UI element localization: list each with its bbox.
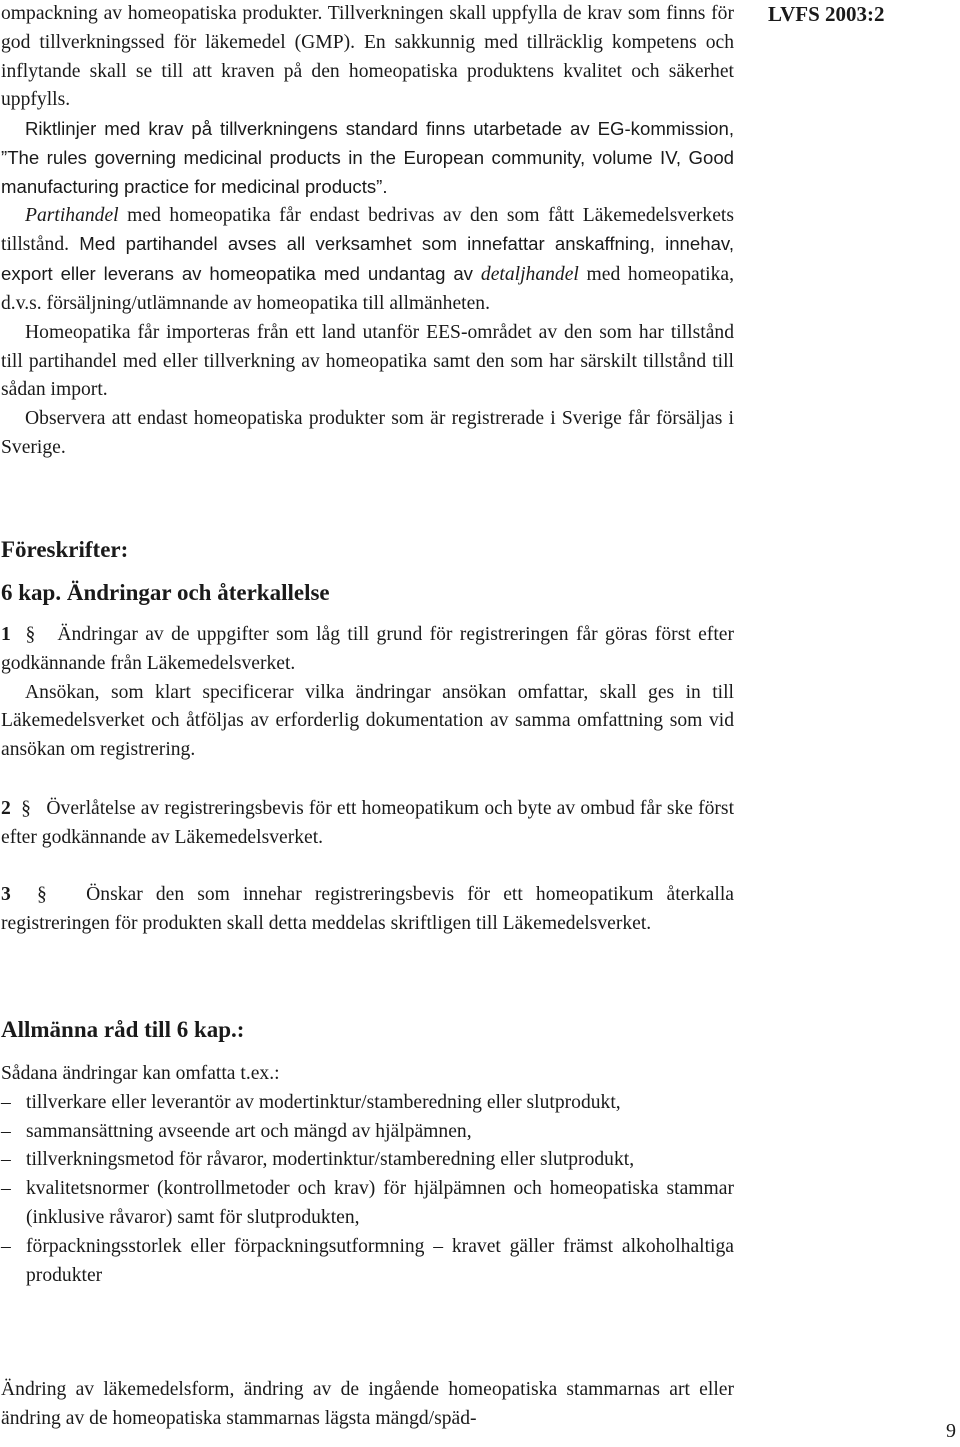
list-item (1, 1146, 734, 1175)
section-3-text: Önskar den som innehar registreringsbevis för ett homeopatikum återkalla registreringen för produkten skall detta meddelas skriftligen till Läkemedelsverket. (1, 884, 735, 934)
page-number: 9 (946, 1420, 956, 1442)
section-2 (1, 795, 734, 853)
closing-text: Ändring av läkemedelsform, ändring av de ingående homeopatiska stammarnas art eller ändring av de homeopatiska stammarnas lägsta mängd/späd- (1, 1379, 734, 1429)
intro-paragraph-3c: med homeopatika, d.v.s. försäljning/utlämnande av homeopatika till allmänheten. (1, 264, 734, 314)
allmanna-rad-lead: Sådana ändringar kan omfatta t.ex.: (1, 1063, 280, 1084)
list-item (1, 1175, 734, 1233)
section-3-number: 3 (1, 884, 11, 905)
section-1-paragraph (1, 621, 734, 679)
list-item (1, 1089, 734, 1118)
section-1-number: 1 (1, 624, 11, 645)
intro-section (1, 0, 734, 463)
intro-paragraph-2: Riktlinjer med krav på tillverkningens standard finns utarbetade av EG-kommission, ”The rules governing medicinal products in the European community, volume IV, Good manufacturing practice for medicinal products”. (1, 118, 734, 197)
allmanna-rad-section (1, 1060, 734, 1290)
allmanna-rad-heading: Allmänna råd till 6 kap.: (1, 1017, 245, 1042)
list-dash: – (1, 1091, 11, 1113)
list-dash: – (1, 1120, 11, 1142)
list-item-text: sammansättning avseende art och mängd av hjälpämnen, (26, 1120, 472, 1142)
section-2-paragraph (1, 795, 734, 853)
list-dash: – (1, 1178, 11, 1200)
intro-paragraph-3-text: med homeopatika får endast bedrivas av den som fått Läkemedelsverkets tillstånd. (1, 204, 734, 256)
section-symbol: § (25, 624, 36, 645)
list-dash: – (1, 1149, 11, 1171)
section-3 (1, 881, 734, 939)
list-dash: – (1, 1235, 11, 1257)
section-2-number: 2 (1, 798, 11, 819)
section-2-text: Överlåtelse av registreringsbevis för ett homeopatikum och byte av ombud får ske först efter godkännande av Läkemedelsverket. (1, 798, 735, 848)
chapter-heading: 6 kap. Ändringar och återkallelse (1, 580, 330, 605)
intro-paragraph-3b: Med partihandel avses all verksamhet som innefattar anskaffning, innehav, export eller leverans av homeopatika med undantag av (1, 233, 734, 285)
list-item (1, 1233, 734, 1291)
intro-paragraph-3 (1, 202, 734, 319)
section-3-paragraph (1, 881, 734, 939)
detaljhandel-term: detaljhandel (480, 264, 579, 286)
list-item-text: kvalitetsnormer (kontrollmetoder och krav) för hjälpämnen och homeopatiska stammar (inklusive råvaror) samt för slutprodukten, (26, 1178, 734, 1228)
intro-paragraph-1: ompackning av homeopatiska produkter. Tillverkningen skall uppfylla de krav som finns för god tillverkningssed för läkemedel (GMP). En sakkunnig med tillräcklig kompetens och inflytande skall se till att kraven på den homeopatiska produktens kvalitet och säkerhet uppfylls. (1, 3, 734, 111)
list-item-text: tillverkningsmetod för råvaror, modertinktur/stamberedning eller slutprodukt, (26, 1149, 635, 1171)
document-reference: LVFS 2003:2 (768, 2, 885, 26)
intro-paragraph-4: Homeopatika får importeras från ett land utanför EES-området av den som har tillstånd till partihandel med eller tillverkning av homeopatika samt den som har särskilt tillstånd till sådan import. (1, 321, 734, 401)
list-item (1, 1118, 734, 1147)
partihandel-term: Partihandel (25, 204, 119, 226)
section-1 (1, 621, 734, 765)
intro-paragraph-5: Observera att endast homeopatiska produkter som är registrerade i Sverige får försäljas i Sverige. (1, 408, 734, 458)
section-1-paragraph-2: Ansökan, som klart specificerar vilka ändringar ansökan omfattar, skall ges in till Läkemedelsverket och åtföljas av erforderlig dokumentation av samma omfattning som vid ansökan om registrering. (1, 681, 734, 761)
section-symbol: § (21, 798, 31, 819)
closing-paragraph (1, 1376, 734, 1434)
list-item-text: tillverkare eller leverantör av modertinktur/stamberedning eller slutprodukt, (26, 1091, 621, 1113)
foreskrifter-heading: Föreskrifter: (1, 537, 129, 562)
section-symbol: § (37, 884, 47, 905)
list-item-text: förpackningsstorlek eller förpackningsutformning – kravet gäller främst alkoholhaltiga produkter (26, 1235, 734, 1286)
section-1-text: Ändringar av de uppgifter som låg till grund för registreringen får göras först efter godkännande från Läkemedelsverket. (1, 624, 734, 674)
